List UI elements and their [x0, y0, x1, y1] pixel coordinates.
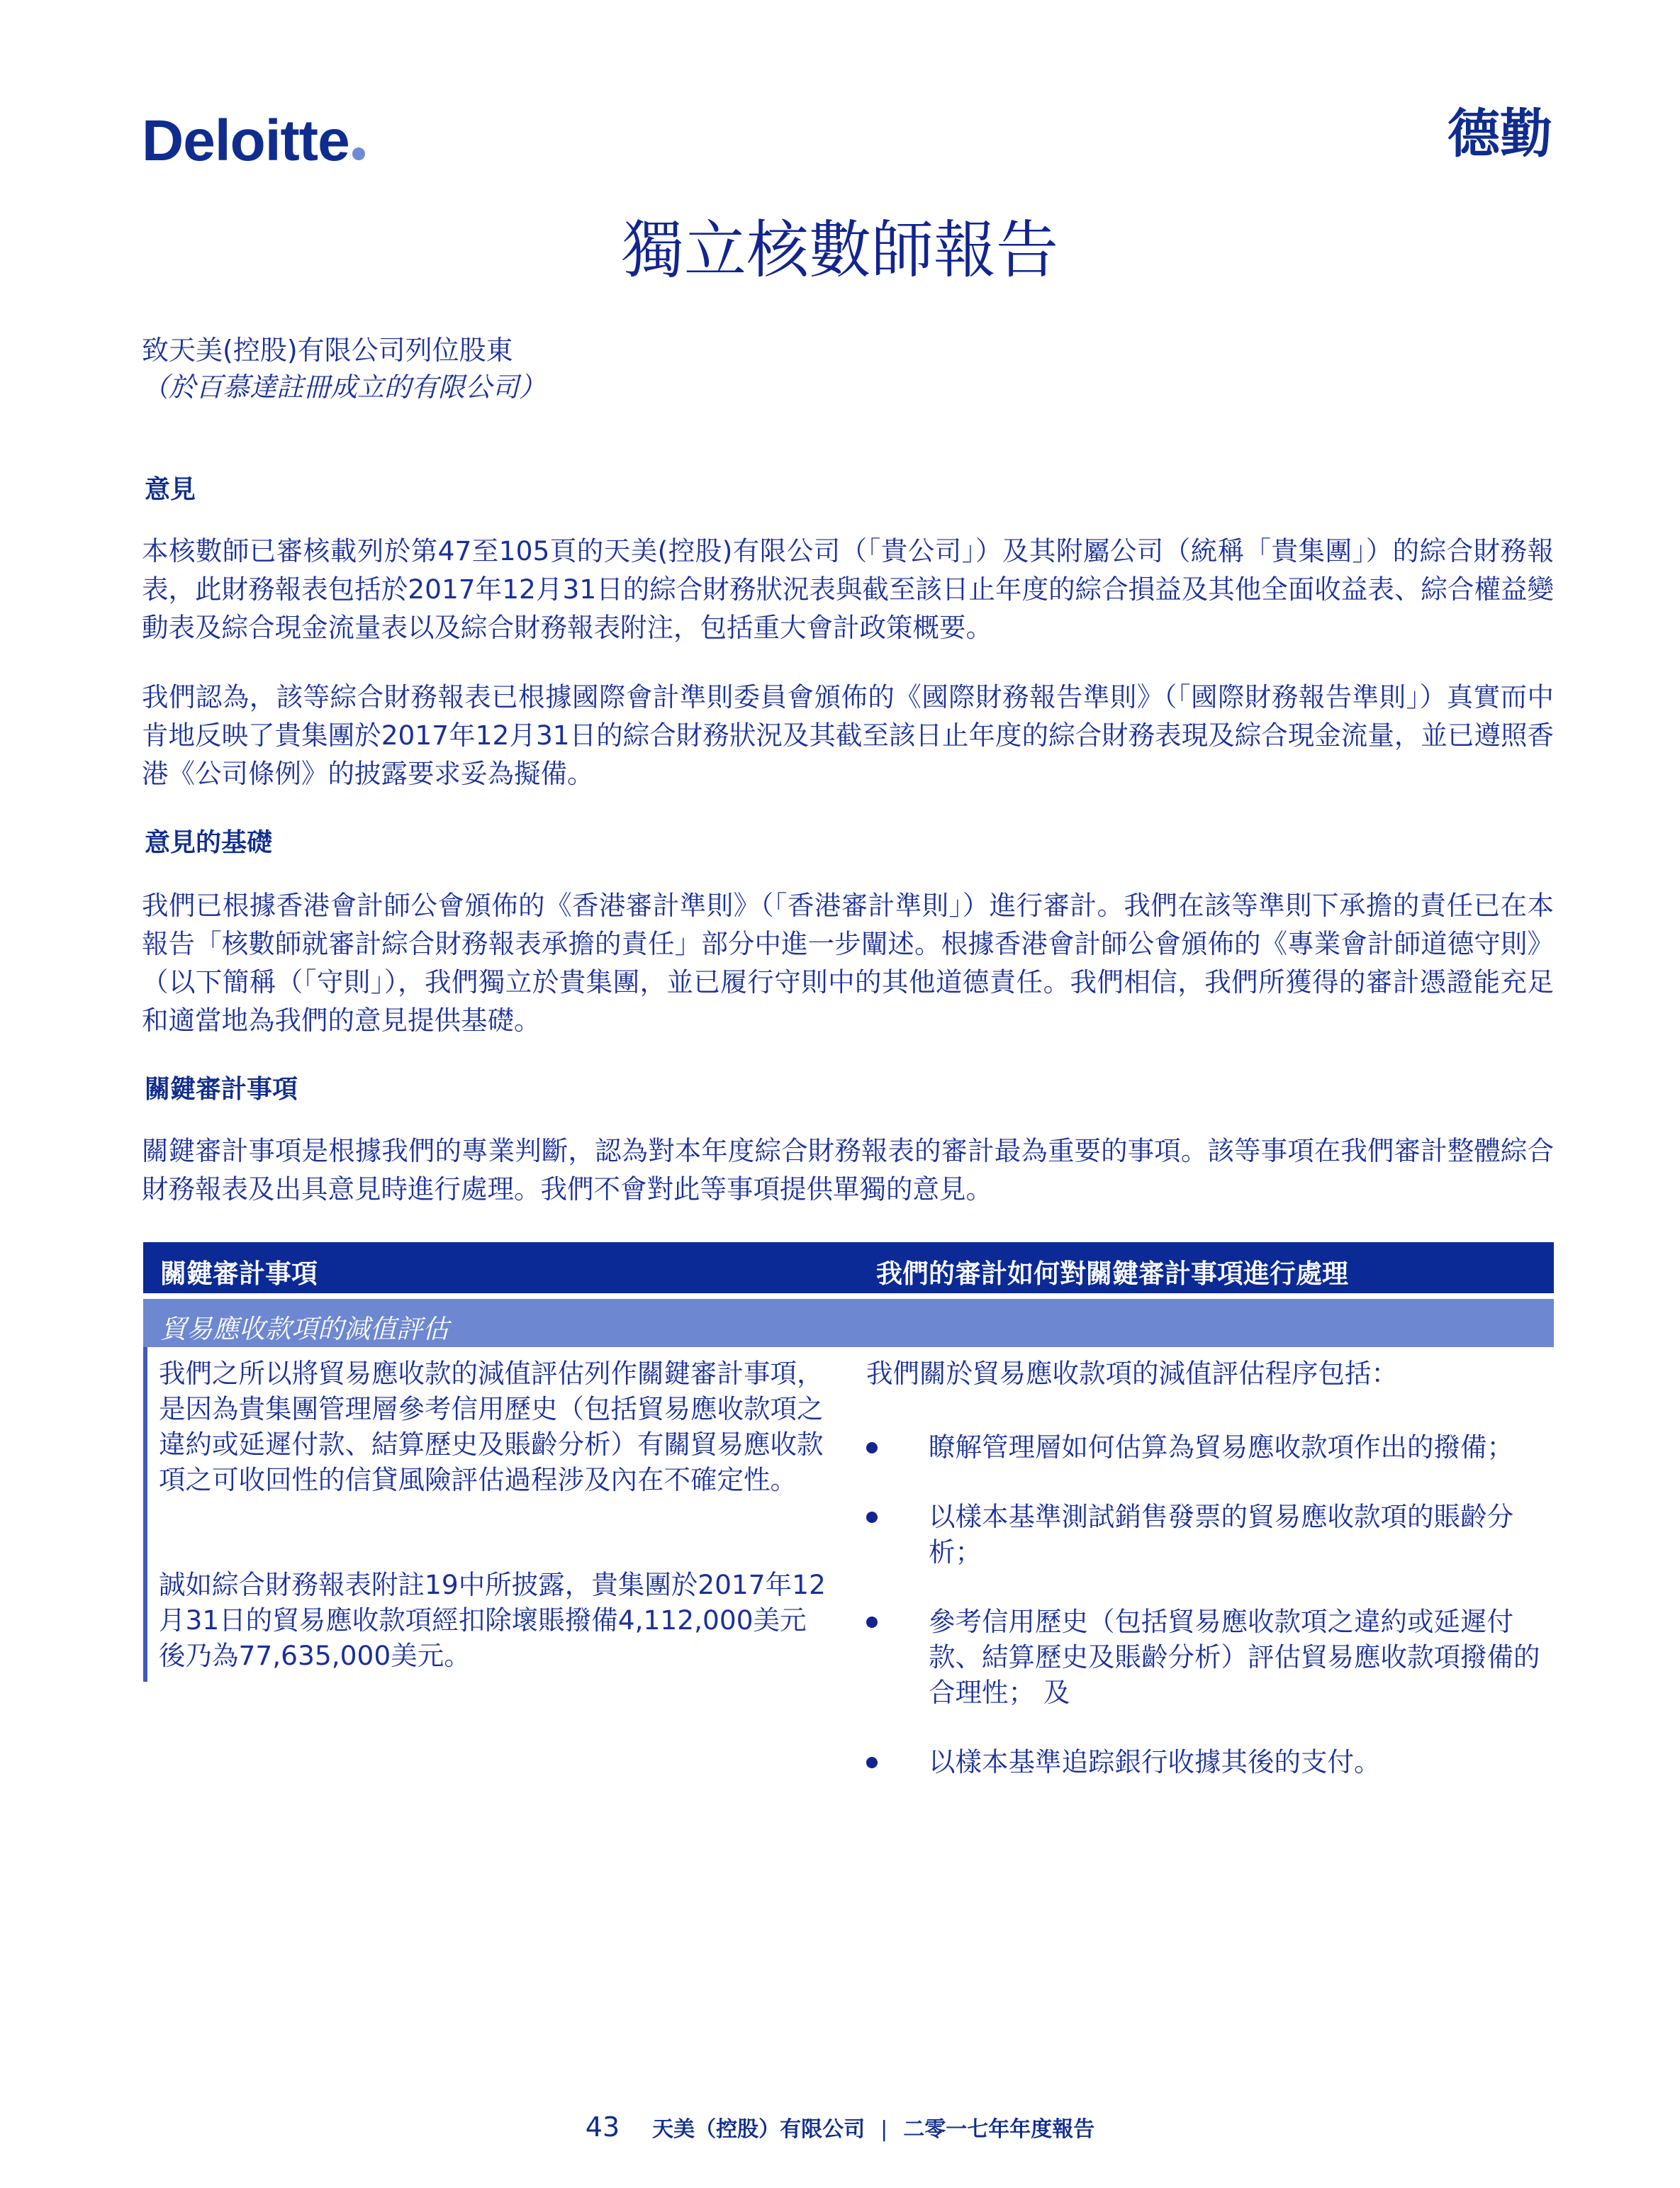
bullet-icon: [866, 1757, 878, 1768]
kam-table-subheader: [143, 1299, 1554, 1347]
kam-left-paragraph-1: 我們之所以將貿易應收款的減值評估列作關鍵審計事項，是因為貴集團管理層參考信用歷史（包括貿易應收款項之違約或延遲付款、結算歷史及賬齡分析）有關貿易應收款項之可收回性的信貸風險評估過程涉及內在不確定性。: [159, 1358, 824, 1495]
bullet-icon: [866, 1617, 878, 1628]
page-number: 43: [585, 2111, 620, 2143]
list-item-text: 瞭解管理層如何估算為貿易應收款項作出的撥備；: [929, 1431, 1513, 1463]
basis-paragraph: 我們已根據香港會計師公會頒佈的《香港審計準則》（「香港審計準則」）進行審計。我們在該等準則下承擔的責任已在本報告「核數師就審計綜合財務報表承擔的責任」部分中進一步闡述。根據香港會計師公會頒佈的《專業會計師道德守則》（以下簡稱（「守則」），我們獨立於貴集團，並已履行守則中的其他道德責任。我們相信，我們所獲得的審計憑證能充足和適當地為我們的意見提供基礎。: [142, 890, 1554, 1036]
addressee-block: [142, 332, 546, 406]
bullet-icon: [866, 1442, 878, 1453]
list-item: [866, 1429, 1554, 1465]
page-footer: [0, 2111, 1680, 2143]
list-item: [866, 1499, 1554, 1570]
list-item: [866, 1604, 1554, 1710]
kam-table-header: [143, 1242, 1554, 1293]
footer-company: 天美（控股）有限公司: [652, 2117, 866, 2142]
opinion-paragraph-2: 我們認為，該等綜合財務報表已根據國際會計準則委員會頒佈的《國際財務報告準則》（「國際財務報告準則」）真實而中肯地反映了貴集團於2017年12月31日的綜合財務狀況及其截至該日止年度的綜合財務表現及綜合現金流量，並已遵照香港《公司條例》的披露要求妥為擬備。: [142, 681, 1554, 789]
footer-separator: |: [880, 2117, 888, 2142]
kam-table-col1-header: 關鍵審計事項: [160, 1258, 318, 1289]
logo-text: Deloitte: [142, 108, 349, 173]
kam-paragraph: 關鍵審計事項是根據我們的專業判斷，認為對本年度綜合財務報表的審計最為重要的事項。該等事項在我們審計整體綜合財務報表及出具意見時進行處理。我們不會對此等事項提供單獨的意見。: [142, 1135, 1554, 1205]
kam-heading: 關鍵審計事項: [145, 1075, 298, 1104]
list-item-text: 參考信用歷史（包括貿易應收款項之違約或延遲付款、結算歷史及賬齡分析）評估貿易應收款項撥備的合理性； 及: [929, 1606, 1540, 1708]
addressee-subline: （於百慕達註冊成立的有限公司）: [142, 372, 547, 403]
logo-dot-icon: [352, 147, 365, 160]
table-left-rule: [143, 1347, 147, 1682]
kam-left-paragraph-2: 誠如綜合財務報表附註19中所披露，貴集團於2017年12月31日的貿易應收款項經扣除壞賬撥備4,112,000美元後乃為77,635,000美元。: [159, 1569, 826, 1671]
deloitte-logo: [142, 108, 365, 173]
kam-table-subheader-label: 貿易應收款項的減值評估: [160, 1314, 449, 1344]
opinion-heading: 意見: [145, 475, 196, 504]
basis-heading: 意見的基礎: [145, 828, 273, 857]
kam-table-col2-header: 我們的審計如何對關鍵審計事項進行處理: [876, 1258, 1348, 1289]
list-item-text: 以樣本基準測試銷售發票的貿易應收款項的賬齡分析；: [929, 1501, 1513, 1568]
list-item: [866, 1744, 1554, 1780]
footer-report: 二零一七年年度報告: [903, 2117, 1095, 2142]
page-title: 獨立核數師報告: [621, 213, 1058, 286]
addressee-line: 致天美(控股)有限公司列位股東: [142, 335, 513, 366]
kam-right-intro: 我們關於貿易應收款項的減值評估程序包括：: [866, 1358, 1398, 1389]
list-item-text: 以樣本基準追踪銀行收據其後的支付。: [929, 1746, 1381, 1777]
procedures-list: [866, 1429, 1554, 1814]
bullet-icon: [866, 1512, 878, 1523]
opinion-paragraph-1: 本核數師已審核載列於第47至105頁的天美(控股)有限公司（「貴公司」）及其附屬公司（統稱「貴集團」）的綜合財務報表，此財務報表包括於2017年12月31日的綜合財務狀況表與截至該日止年度的綜合損益及其他全面收益表、綜合權益變動表及綜合現金流量表以及綜合財務報表附注，包括重大會計政策概要。: [142, 535, 1554, 643]
deloitte-chinese-logo: 德勤: [1447, 104, 1552, 164]
